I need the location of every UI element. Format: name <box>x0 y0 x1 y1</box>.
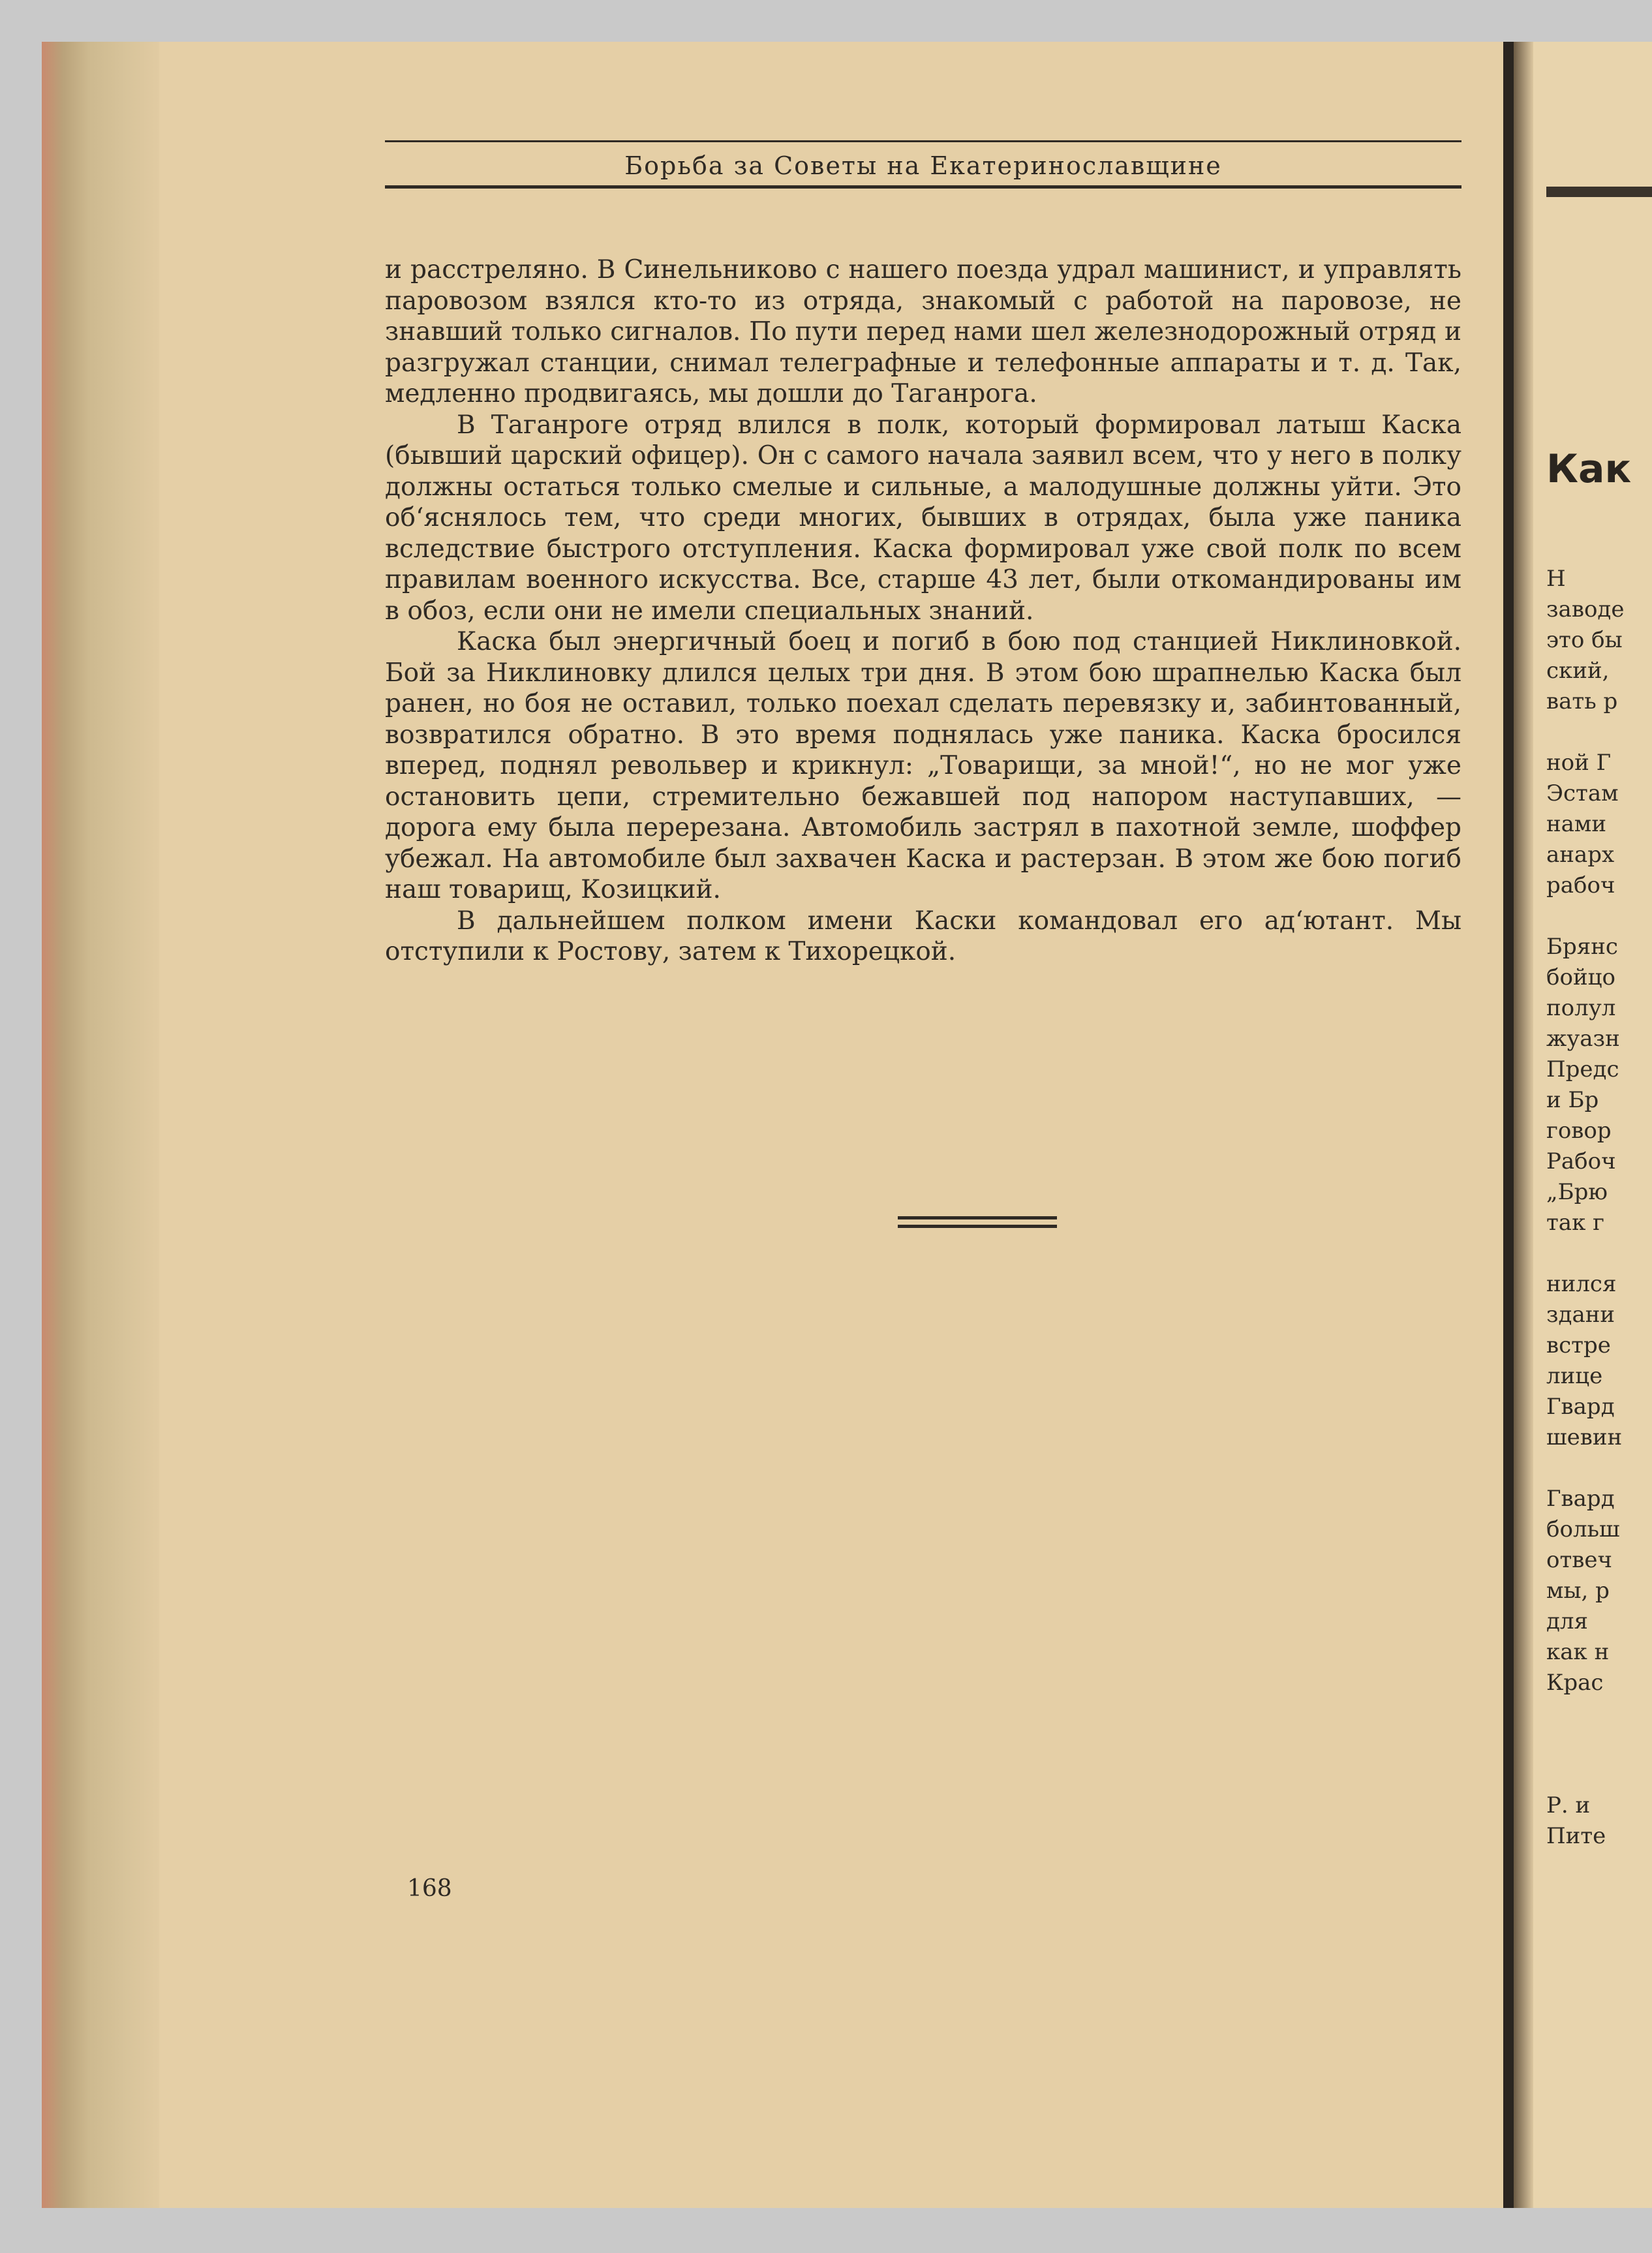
article-body <box>385 254 1461 968</box>
facing-page-line <box>1546 901 1652 932</box>
page-edge <box>42 42 159 2208</box>
scanned-page <box>42 42 1652 2208</box>
facing-page-line: Гвард <box>1546 1486 1615 1512</box>
facing-page-line: говор <box>1546 1118 1612 1144</box>
facing-page-line <box>1546 1729 1652 1760</box>
facing-page-line: мы, р <box>1546 1578 1610 1604</box>
page-number: 168 <box>407 1875 452 1902</box>
facing-page-line <box>1546 1698 1652 1729</box>
paragraph-2: В Таганроге отряд влился в полк, который формировал латыш Каска (бывший царский офицер). Он с самого начала заявил всем, что у него в полку должны остаться только смелые и сильные, а малодушные должны уйти. Это об‘яснялось тем, что среди многих, бывших в отрядах, была уже паника вследствие быстрого отступления. Каска формировал уже свой полк по всем правилам военного искусства. Все, старше 43 лет, были откомандированы им в обоз, если они не имели специальных знаний. <box>385 410 1461 626</box>
paragraph-3: Каска был энергичный боец и погиб в бою под станцией Никлиновкой. Бой за Никлиновку длился целых три дня. В этом бою шрапнелью Каска был ранен, но боя не оставил, только поехал сделать перевязку и, забинтованный, возвратился обратно. В это время поднялась уже паника. Каска бросился вперед, поднял револьвер и крикнул: „Товарищи, за мной!“, но не мог уже остановить цепи, стремительно бежавшей под напором наступавших, — дорога ему была перерезана. Автомобиль застрял в пахотной земле, шоффер убежал. На автомобиле был захвачен Каска и растерзан. В этом же бою погиб наш товарищ, Козицкий. <box>385 627 1461 904</box>
facing-page-line <box>1546 1760 1652 1790</box>
facing-page <box>1533 42 1652 2208</box>
facing-page-line: шевин <box>1546 1424 1623 1450</box>
facing-page-rule <box>1546 187 1652 197</box>
facing-page-line: отвеч <box>1546 1547 1613 1573</box>
facing-page-line: анарх <box>1546 842 1615 868</box>
facing-page-line: Р. и <box>1546 1792 1591 1818</box>
book-spine <box>1503 42 1514 2208</box>
facing-page-line: жуазн <box>1546 1026 1620 1052</box>
facing-page-line: так г <box>1546 1210 1604 1236</box>
facing-page-line: встре <box>1546 1332 1611 1358</box>
facing-page-line: Эстам <box>1546 780 1619 806</box>
facing-page-line: Пите <box>1546 1823 1606 1849</box>
facing-page-line: ский, <box>1546 658 1610 684</box>
facing-page-line: Брянс <box>1546 934 1618 960</box>
facing-page-line: больш <box>1546 1516 1620 1542</box>
facing-page-title: Как <box>1546 446 1632 492</box>
facing-page-line: вать р <box>1546 688 1618 714</box>
facing-page-line: как н <box>1546 1639 1610 1665</box>
facing-page-line: ной Г <box>1546 750 1612 776</box>
end-rule-1 <box>898 1216 1057 1219</box>
facing-page-line: Крас <box>1546 1670 1604 1696</box>
facing-page-line <box>1546 1453 1652 1484</box>
facing-page-line: лице <box>1546 1363 1603 1389</box>
facing-page-line: это бы <box>1546 627 1623 653</box>
facing-page-line: нами <box>1546 811 1607 837</box>
header-rule-bottom <box>385 185 1461 189</box>
facing-page-line <box>1546 1238 1652 1269</box>
facing-page-line: заводе <box>1546 596 1625 622</box>
facing-page-line: нился <box>1546 1271 1617 1297</box>
facing-page-line: бойцо <box>1546 964 1615 990</box>
facing-page-line: и Бр <box>1546 1087 1599 1113</box>
facing-page-line: Гвард <box>1546 1394 1615 1420</box>
facing-page-line: Н <box>1546 566 1566 592</box>
end-rule-2 <box>898 1225 1057 1228</box>
facing-page-line: полул <box>1546 995 1616 1021</box>
facing-page-line: для <box>1546 1608 1588 1634</box>
paragraph-4: В дальнейшем полком имени Каски командовал его ад‘ютант. Мы отступили к Ростову, затем к Тихорецкой. <box>385 906 1461 966</box>
facing-page-line: здани <box>1546 1302 1615 1328</box>
facing-page-line: „Брю <box>1546 1179 1608 1205</box>
facing-page-line <box>1546 717 1652 748</box>
facing-page-text <box>1546 564 1652 1852</box>
facing-page-line: рабоч <box>1546 872 1615 898</box>
running-head-title: Борьба за Советы на Екатеринославщине <box>624 151 1222 180</box>
spine-shadow <box>1514 42 1533 2208</box>
facing-page-line: Предс <box>1546 1056 1619 1082</box>
section-end-mark <box>898 1216 1057 1233</box>
facing-page-line: Рабоч <box>1546 1148 1616 1174</box>
paragraph-1: и расстреляно. В Синельниково с нашего поезда удрал машинист, и управлять паровозом взялся кто-то из отряда, знакомый с работой на паровозе, не знавший только сигналов. По пути перед нами шел железнодорожный отряд и разгружал станции, снимал телеграфные и телефонные аппараты и т. д. Так, медленно продвигаясь, мы дошли до Таганрога. <box>385 255 1461 408</box>
running-head <box>385 140 1461 189</box>
